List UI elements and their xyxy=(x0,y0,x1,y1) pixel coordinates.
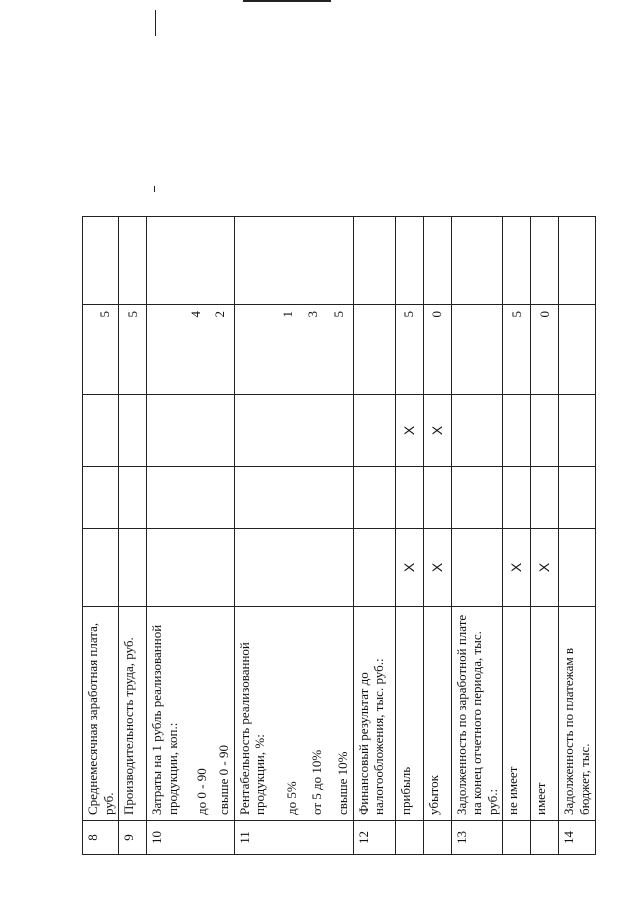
row-number xyxy=(395,821,423,855)
x-mark: X xyxy=(503,529,531,607)
cell xyxy=(395,467,423,529)
score-cell: 0 xyxy=(423,305,451,395)
cell xyxy=(531,395,559,467)
cell xyxy=(395,217,423,305)
sub-label: до 5% xyxy=(283,781,299,815)
cell xyxy=(353,467,395,529)
row-number: 13 xyxy=(451,821,503,855)
cell xyxy=(503,467,531,529)
table-row xyxy=(395,217,423,855)
score-value: 5 xyxy=(330,311,346,318)
cell xyxy=(83,217,119,305)
score-cell: 5 xyxy=(83,305,119,395)
score-cell: 5 xyxy=(119,305,147,395)
cell xyxy=(119,529,147,607)
cell xyxy=(531,467,559,529)
cell xyxy=(559,529,595,607)
cell xyxy=(503,217,531,305)
row-number xyxy=(531,821,559,855)
table-row xyxy=(531,217,559,855)
row-label-text: Затраты на 1 рубль реализованной продукции, коп.: xyxy=(149,624,180,815)
cell xyxy=(423,217,451,305)
row-label: имеет xyxy=(531,607,559,821)
row-label: прибыль xyxy=(395,607,423,821)
rotated-table-container xyxy=(82,217,592,855)
table-row xyxy=(559,217,595,855)
criteria-table xyxy=(82,216,596,855)
row-label: Производительность труда, руб. xyxy=(119,607,147,821)
cell xyxy=(353,529,395,607)
sub-label: свыше 0 - 90 xyxy=(215,744,231,815)
row-label xyxy=(234,607,353,821)
cell xyxy=(234,217,353,305)
sub-label: до 0 - 90 xyxy=(194,768,210,815)
row-number: 12 xyxy=(353,821,395,855)
cell xyxy=(234,529,353,607)
cell xyxy=(451,217,503,305)
cell xyxy=(147,395,234,467)
score-cell xyxy=(234,305,353,395)
cell xyxy=(531,217,559,305)
x-mark: X xyxy=(531,529,559,607)
score-cell: 5 xyxy=(503,305,531,395)
cell xyxy=(353,305,395,395)
cell xyxy=(119,395,147,467)
table-row xyxy=(353,217,395,855)
row-label-text: Рентабельность реализованной продукции, %: xyxy=(236,642,268,815)
cell xyxy=(353,395,395,467)
cell xyxy=(234,467,353,529)
cell xyxy=(83,529,119,607)
score-value: 3 xyxy=(305,311,321,318)
row-number: 11 xyxy=(234,821,353,855)
cell xyxy=(451,395,503,467)
table-row xyxy=(83,217,119,855)
table-row xyxy=(423,217,451,855)
cell xyxy=(559,217,595,305)
row-label: не имеет xyxy=(503,607,531,821)
score-cell: 0 xyxy=(531,305,559,395)
row-label: Задолженность по заработной плате на конец отчетного периода, тыс. руб.: xyxy=(451,607,503,821)
row-label: Среднемесячная заработная плата, руб. xyxy=(83,607,119,821)
cell xyxy=(559,305,595,395)
sub-label: свыше 10% xyxy=(334,751,350,815)
x-mark: X xyxy=(395,395,423,467)
table-row xyxy=(451,217,503,855)
cell xyxy=(147,529,234,607)
row-number: 10 xyxy=(147,821,234,855)
sub-label: от 5 до 10% xyxy=(309,749,325,815)
cell xyxy=(423,467,451,529)
cell xyxy=(559,467,595,529)
table-row xyxy=(234,217,353,855)
cell xyxy=(119,467,147,529)
table-row xyxy=(503,217,531,855)
row-label xyxy=(147,607,234,821)
row-number xyxy=(423,821,451,855)
row-number: 9 xyxy=(119,821,147,855)
cell xyxy=(147,217,234,305)
x-mark: X xyxy=(423,395,451,467)
cell xyxy=(503,395,531,467)
cell xyxy=(83,395,119,467)
cell xyxy=(451,467,503,529)
scan-mark xyxy=(154,186,155,192)
table-row xyxy=(119,217,147,855)
cell xyxy=(83,467,119,529)
x-mark: X xyxy=(423,529,451,607)
row-number: 14 xyxy=(559,821,595,855)
table-row xyxy=(147,217,234,855)
row-label: Задолженность по платежам в бюджет, тыс. xyxy=(559,607,595,821)
cell xyxy=(559,395,595,467)
cell xyxy=(147,467,234,529)
row-label: убыток xyxy=(423,607,451,821)
score-cell xyxy=(147,305,234,395)
score-value: 1 xyxy=(279,311,295,318)
cell xyxy=(353,217,395,305)
cell xyxy=(451,529,503,607)
x-mark: X xyxy=(395,529,423,607)
score-cell: 5 xyxy=(395,305,423,395)
score-value: 2 xyxy=(211,311,227,318)
row-label: Финансовый результат до налогообложения, тыс. руб.: xyxy=(353,607,395,821)
score-value: 4 xyxy=(188,311,204,318)
scan-mark xyxy=(243,0,331,2)
cell xyxy=(119,217,147,305)
row-number xyxy=(503,821,531,855)
cell xyxy=(451,305,503,395)
cell xyxy=(234,395,353,467)
scan-mark xyxy=(155,10,156,36)
row-number: 8 xyxy=(83,821,119,855)
